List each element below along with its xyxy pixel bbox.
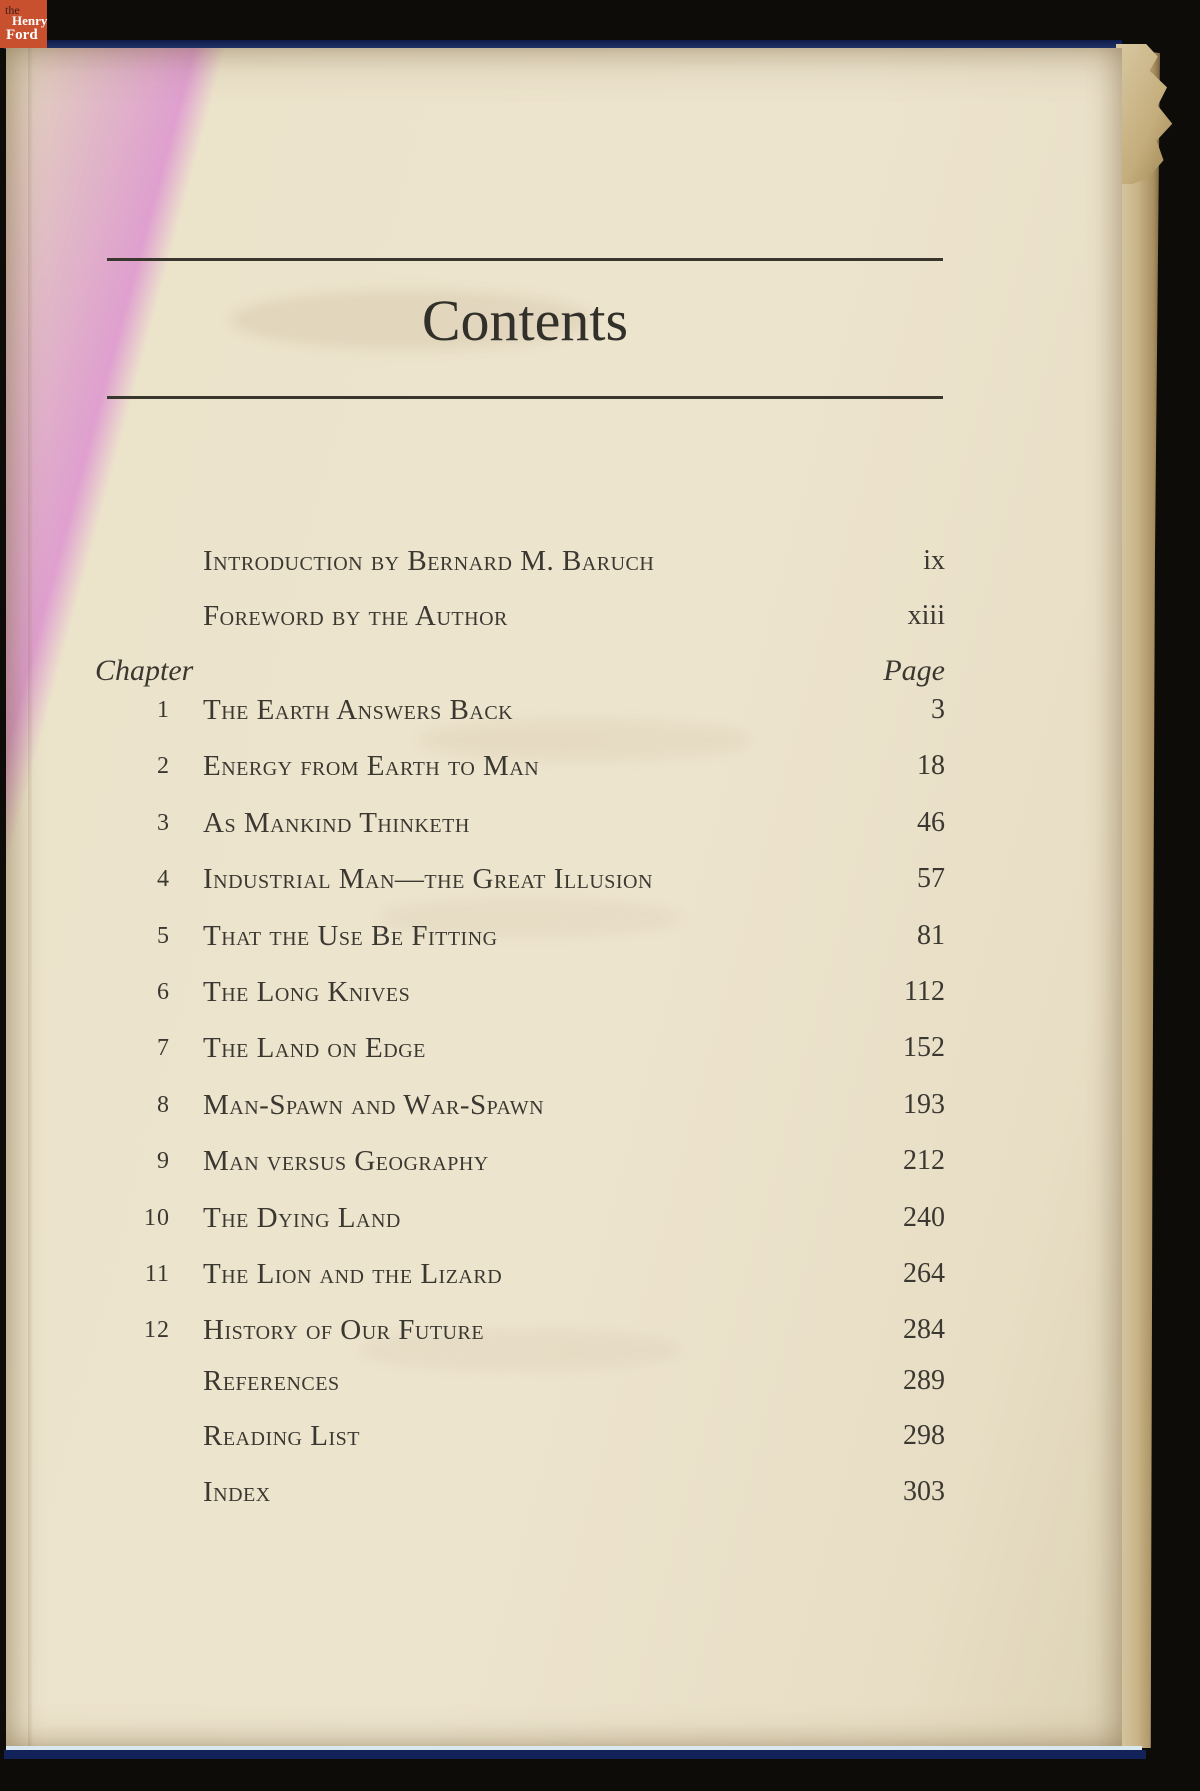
entry-title: The Dying Land [203,1201,401,1234]
entry-title: Reading List [203,1419,360,1452]
entry-title: Industrial Man—the Great Illusion [203,862,653,895]
page-gutter-crease [28,48,33,1747]
toc-row [95,1196,945,1240]
chapter-number: 11 [144,1260,170,1287]
henry-ford-logo [0,0,47,48]
toc-row [95,857,945,901]
entry-page-number: 18 [917,750,945,781]
entry-page-number: 152 [903,1032,945,1063]
toc-row [95,914,945,958]
logo-text-ford: Ford [6,27,38,43]
page-column-label: Page [883,654,945,687]
chapter-number: 12 [144,1316,170,1343]
entry-page-number: xiii [907,600,945,631]
title-rule-top [107,258,943,261]
toc-row [95,1083,945,1127]
entry-page-number: 57 [917,863,945,894]
entry-title: References [203,1364,340,1397]
chapter-number: 7 [157,1034,170,1061]
entry-page-number: 284 [903,1314,945,1345]
chapter-number: 5 [157,922,170,949]
toc-row [95,801,945,845]
entry-title: The Long Knives [203,975,411,1008]
entry-title: The Land on Edge [203,1031,426,1064]
chapter-column-label: Chapter [95,654,194,687]
toc-row [95,1139,945,1183]
chapter-number: 9 [157,1147,170,1174]
page-title: Contents [421,288,629,353]
entry-title: The Earth Answers Back [203,693,514,726]
entry-page-number: ix [923,545,945,576]
entry-page-number: 212 [903,1145,945,1176]
toc-row [95,1470,945,1514]
chapter-number: 3 [157,809,170,836]
entry-page-number: 193 [903,1089,945,1120]
page-stack-fore-edge [1118,48,1160,1748]
chapter-number: 10 [144,1204,170,1231]
entry-title: Energy from Earth to Man [203,749,540,782]
entry-page-number: 46 [917,807,945,838]
toc-row [95,688,945,732]
torn-paper-corner [1116,44,1174,184]
toc-row [95,744,945,788]
chapter-number: 2 [157,752,170,779]
entry-page-number: 264 [903,1258,945,1289]
entry-title: Introduction by Bernard M. Baruch [203,544,655,577]
logo-text-henry: Henry [12,13,48,28]
book-cover-edge-bottom [4,1750,1146,1759]
title-rule-bottom [107,396,943,399]
entry-page-number: 240 [903,1202,945,1233]
toc-row [95,1026,945,1070]
logo-text-the: the [5,3,20,17]
entry-page-number: 3 [931,694,945,725]
toc-row [95,1252,945,1296]
entry-title: Index [203,1475,271,1508]
entry-page-number: 289 [903,1365,945,1396]
toc-row [95,539,945,583]
chapter-number: 6 [157,978,170,1005]
entry-page-number: 298 [903,1420,945,1451]
entry-title: The Lion and the Lizard [203,1257,503,1290]
entry-title: Foreword by the Author [203,599,508,632]
toc-row [95,970,945,1014]
toc-row [95,594,945,638]
chapter-number: 8 [157,1091,170,1118]
entry-title: That the Use Be Fitting [203,919,498,952]
toc-column-header-row [95,649,945,693]
entry-title: Man-Spawn and War-Spawn [203,1088,545,1121]
toc-row [95,1414,945,1458]
entry-page-number: 303 [903,1476,945,1507]
chapter-number: 1 [157,696,170,723]
entry-title: As Mankind Thinketh [203,806,470,839]
entry-page-number: 81 [917,920,945,951]
toc-row [95,1308,945,1352]
chapter-number: 4 [157,865,170,892]
entry-page-number: 112 [904,976,945,1007]
entry-title: Man versus Geography [203,1144,489,1177]
entry-title: History of Our Future [203,1313,485,1346]
toc-row [95,1359,945,1403]
